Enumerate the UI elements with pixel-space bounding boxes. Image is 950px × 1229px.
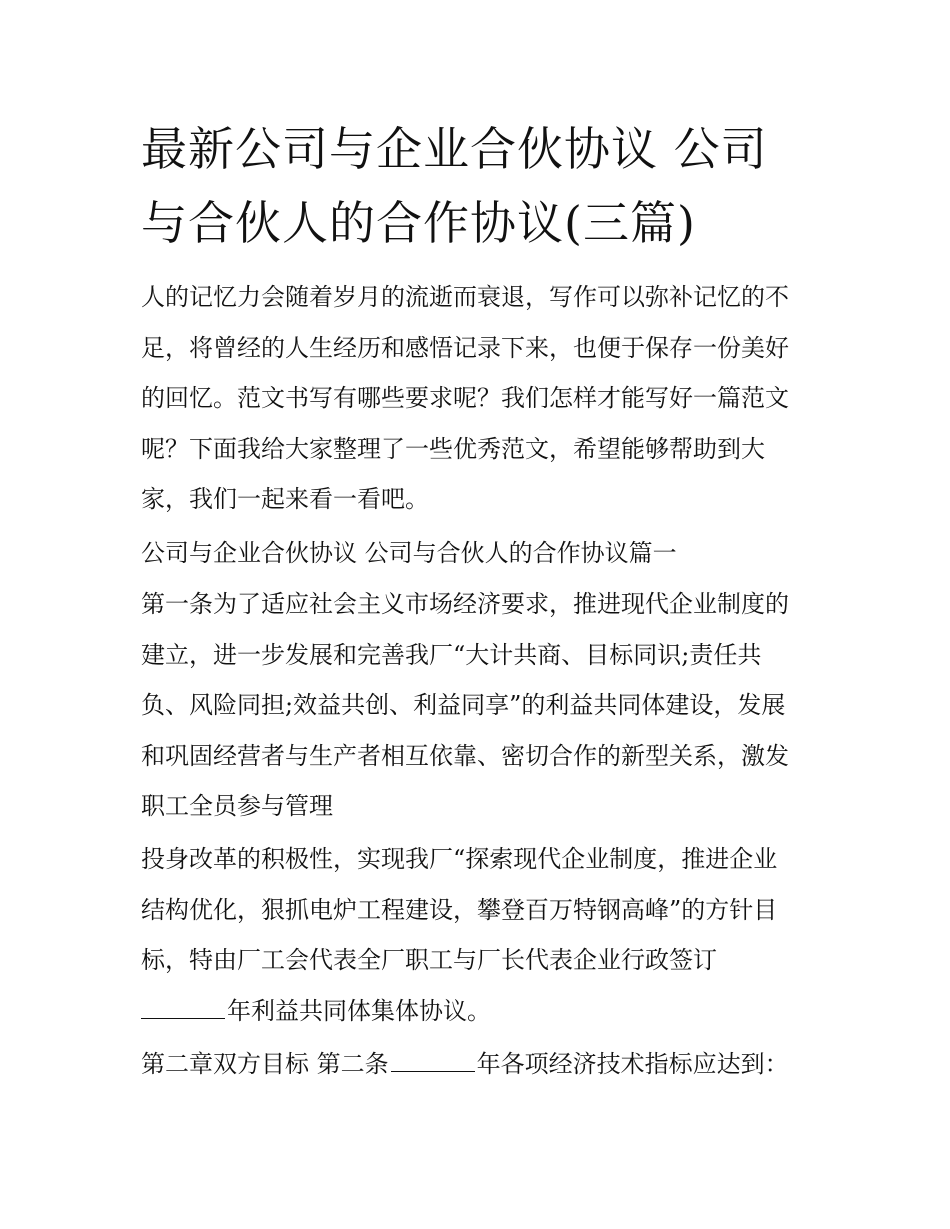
title-line: 与合伙人的合作协议(三篇) (141, 196, 696, 250)
text-fragment: 年各项经济技术指标应达到： (476, 1050, 789, 1078)
fill-in-blank (391, 1049, 475, 1072)
text-line-with-blank (141, 1039, 821, 1090)
intro-paragraph (141, 272, 821, 525)
text-line: 结构优化，狠抓电炉工程建设，攀登百万特钢高峰”的方针目 (141, 895, 778, 924)
chapter-two-line (141, 1039, 821, 1090)
article-one-paragraph (141, 579, 821, 832)
text-line: 呢？下面我给大家整理了一些优秀范文，希望能够帮助到大 (141, 434, 765, 463)
text-fragment: 年利益共同体集体协议。 (227, 996, 491, 1025)
section-heading-text: 公司与企业合伙协议 公司与合伙人的合作协议篇一 (141, 539, 677, 567)
text-line: 投身改革的积极性，实现我厂“探索现代企业制度，推进企业 (141, 845, 778, 873)
document-title (141, 112, 821, 260)
text-line: 足，将曾经的人生经历和感悟记录下来，也便于保存一份美好 (141, 333, 789, 362)
text-line: 的回忆。范文书写有哪些要求呢？我们怎样才能写好一篇范文 (141, 384, 789, 412)
text-line: 标，特由厂工会代表全厂职工与厂长代表企业行政签订 (141, 946, 717, 974)
text-line: 建立，进一步发展和完善我厂“大计共商、目标同识;责任共 (141, 640, 762, 669)
text-line: 第一条为了适应社会主义市场经济要求，推进现代企业制度的 (141, 590, 789, 618)
text-line: 负、风险同担;效益共创、利益同享”的利益共同体建设，发展 (141, 691, 786, 719)
text-line: 人的记忆力会随着岁月的流逝而衰退，写作可以弥补记忆的不 (141, 283, 789, 311)
section-heading (141, 528, 821, 579)
paragraph-two (141, 834, 821, 1036)
title-line: 最新公司与企业合伙协议 公司 (141, 122, 768, 176)
text-line-with-blank (141, 986, 821, 1037)
fill-in-blank (141, 996, 225, 1019)
text-fragment: 第二章双方目标 第二条 (141, 1050, 389, 1078)
text-line: 和巩固经营者与生产者相互依靠、密切合作的新型关系，激发 (141, 741, 789, 770)
text-line: 家，我们一起来看一看吧。 (141, 485, 429, 513)
text-line: 职工全员参与管理 (141, 792, 333, 820)
